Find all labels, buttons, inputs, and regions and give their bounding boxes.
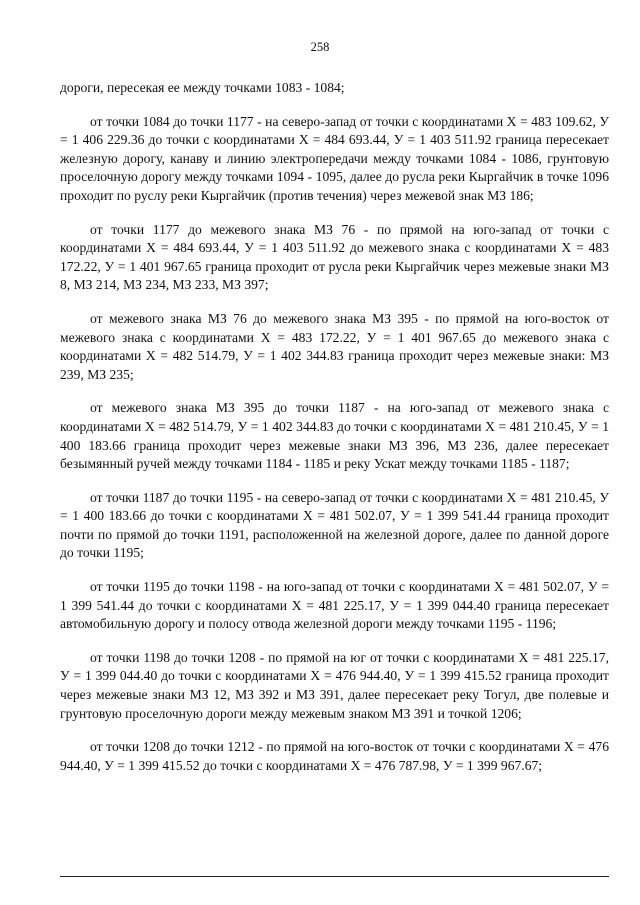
paragraph-1084-1177: от точки 1084 до точки 1177 - на северо-запад от точки с координатами Х = 483 109.62, У = 1 406 229.36 до точки с координатами Х = 484 693.44, У = 1 403 511.92 граница пересекает железную дорогу, канаву и линию электропередачи между точками 1084 - 1086, грунтовую проселочную дорогу между точками 1094 - 1095, далее до русла реки Кыргайчик в точке 1096 проходит по руслу реки Кыргайчик (против течения) через межевой знак МЗ 186; [60, 113, 609, 203]
paragraph-1195-1198: от точки 1195 до точки 1198 - на юго-запад от точки с координатами Х = 481 502.07, У = 1 399 541.44 до точки с координатами Х = 481 225.17, У = 1 399 044.40 граница пересекает автомобильную дорогу и полосу отвода железной дороги между точками 1195 - 1196; [60, 579, 609, 632]
paragraph-1208-1212: от точки 1208 до точки 1212 - по прямой на юго-восток от точки с координатами Х = 476 944.40, У = 1 399 415.52 до точки с координатами Х = 476 787.98, У = 1 399 967.67; [60, 739, 609, 773]
paragraph-1198-1208: от точки 1198 до точки 1208 - по прямой на юг от точки с координатами Х = 481 225.17, У = 1 399 044.40 до точки с координатами Х = 476 944.40, У = 1 399 415.52 граница проходит через межевые знаки МЗ 12, МЗ 392 и МЗ 391, далее пересекает реку Тогул, две полевые и грунтовую проселочную дороги между межевым знаком МЗ 391 и точкой 1206; [60, 649, 609, 721]
page-number: 258 [310, 40, 330, 54]
paragraph-mz395-1187: от межевого знака МЗ 395 до точки 1187 - на юго-запад от межевого знака с координатами Х = 482 514.79, У = 1 402 344.83 до точки с координатами Х = 481 210.45, У = 1 400 183.66 граница проходит через межевые знаки МЗ 396, МЗ 236, далее пересекает безымянный ручей между точками 1184 - 1185 и реку Ускат между точками 1185 - 1187; [60, 400, 609, 472]
footer-divider [60, 876, 609, 877]
paragraph-continuation: дороги, пересекая ее между точками 1083 - 1084; [60, 80, 345, 95]
paragraph-1187-1195: от точки 1187 до точки 1195 - на северо-запад от точки с координатами Х = 481 210.45, У = 1 400 183.66 до точки с координатами Х = 481 502.07, У = 1 399 541.44 граница проходит почти по прямой до точки 1191, расположенной на железной дороге, далее по данной дороге до точки 1195; [60, 489, 609, 561]
document-body [60, 79, 609, 790]
paragraph-1177-mz76: от точки 1177 до межевого знака МЗ 76 - по прямой на юго-запад от точки с координатами Х = 484 693.44, У = 1 403 511.92 до межевого знака с координатами Х = 483 172.22, У = 1 401 967.65 граница проходит от русла реки Кыргайчик через межевые знаки МЗ 8, МЗ 214, МЗ 234, МЗ 233, МЗ 397; [60, 221, 609, 293]
paragraph-mz76-mz395: от межевого знака МЗ 76 до межевого знака МЗ 395 - по прямой на юго-восток от межевого знака с координатами Х = 483 172.22, У = 1 401 967.65 до межевого знака с координатами Х = 482 514.79, У = 1 402 344.83 граница проходит через межевые знаки: МЗ 239, МЗ 235; [60, 310, 609, 382]
